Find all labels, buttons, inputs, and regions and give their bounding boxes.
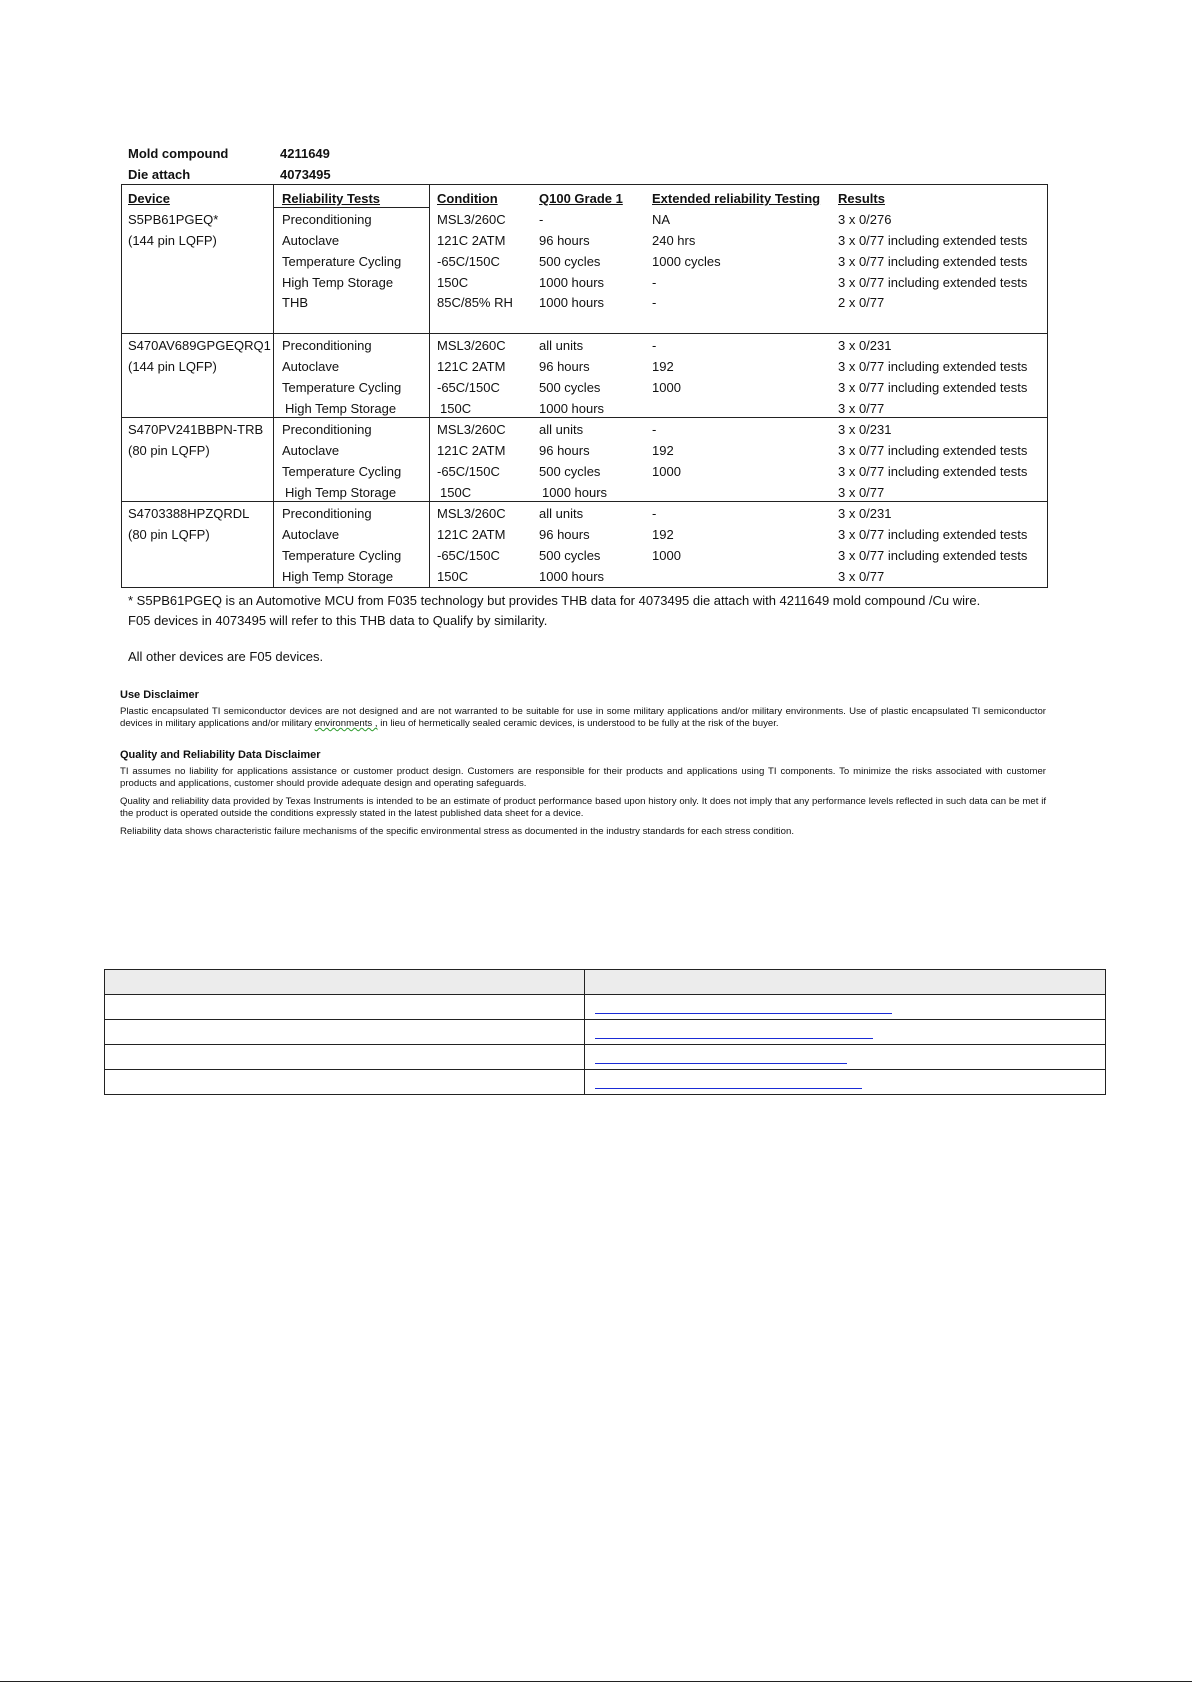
- test-condition: 150C: [440, 485, 472, 500]
- test-name: High Temp Storage: [285, 401, 397, 416]
- link-table-row: [105, 995, 1106, 1020]
- test-extended: -: [652, 506, 657, 521]
- test-name: Preconditioning: [282, 212, 372, 227]
- link-table-label-cell: [105, 1070, 585, 1095]
- use-disclaimer-text-part-2: in lieu of hermetically sealed ceramic devices, is understood to be fully at the risk of the buyer.: [377, 718, 779, 729]
- test-result: 3 x 0/231: [838, 422, 892, 437]
- test-name: Temperature Cycling: [282, 380, 402, 395]
- test-q100: 96 hours: [539, 443, 590, 458]
- column-divider: [429, 185, 430, 587]
- test-condition: 121C 2ATM: [437, 443, 506, 458]
- test-extended: NA: [652, 212, 671, 227]
- use-disclaimer-text-part-1: Plastic encapsulated TI semiconductor devices are not designed and are not warranted to be suitable for use in some military applications and/or military environments. Use of plastic encapsulated TI semiconductor devices in military applications and/or military: [120, 706, 1046, 729]
- test-q100: 1000 hours: [542, 485, 608, 500]
- link-table-label-cell: [105, 1020, 585, 1045]
- hyperlink[interactable]: [595, 1013, 892, 1014]
- test-condition: 121C 2ATM: [437, 527, 506, 542]
- test-name: Preconditioning: [282, 506, 372, 521]
- test-name: THB: [282, 295, 308, 310]
- test-extended: 1000: [652, 548, 681, 563]
- page-bottom-rule: [0, 1681, 1192, 1682]
- test-result: 3 x 0/77 including extended tests: [838, 380, 1028, 395]
- footnote-line-3: All other devices are F05 devices.: [128, 649, 324, 664]
- test-name: Autoclave: [282, 233, 340, 248]
- test-result: 3 x 0/77 including extended tests: [838, 254, 1028, 269]
- test-result: 3 x 0/77 including extended tests: [838, 359, 1028, 374]
- test-condition: MSL3/260C: [437, 212, 506, 227]
- test-result: 3 x 0/77 including extended tests: [838, 443, 1028, 458]
- test-name: High Temp Storage: [285, 485, 397, 500]
- footnote-line-1: * S5PB61PGEQ is an Automotive MCU from F035 technology but provides THB data for 4073495 die attach with 4211649 mold compound /Cu wire.: [128, 593, 981, 608]
- test-q100: 1000 hours: [539, 569, 605, 584]
- use-disclaimer-text: [120, 706, 1046, 730]
- test-condition: MSL3/260C: [437, 506, 506, 521]
- test-condition: 150C: [440, 401, 472, 416]
- test-name: Temperature Cycling: [282, 548, 402, 563]
- test-q100: 96 hours: [539, 233, 590, 248]
- test-condition: 121C 2ATM: [437, 359, 506, 374]
- test-condition: -65C/150C: [437, 464, 500, 479]
- mold-compound-value: 4211649: [280, 146, 330, 161]
- link-table-label-cell: [105, 1045, 585, 1070]
- test-name: High Temp Storage: [282, 275, 394, 290]
- device-package: (80 pin LQFP): [128, 443, 210, 458]
- header-extended-testing: Extended reliability Testing: [652, 191, 821, 206]
- test-extended: 192: [652, 527, 674, 542]
- test-q100: 500 cycles: [539, 464, 601, 479]
- header-q100-grade1: Q100 Grade 1: [539, 191, 623, 206]
- device-name: S5PB61PGEQ*: [128, 212, 219, 227]
- test-condition: 150C: [437, 275, 469, 290]
- group-divider: [122, 501, 1047, 502]
- link-table-header-row: [105, 970, 1106, 995]
- test-q100: 1000 hours: [539, 295, 605, 310]
- quality-disclaimer-paragraph-2: Quality and reliability data provided by Texas Instruments is intended to be an estimate of product performance based upon history only. It does not imply that any performance levels reflected in such data can be met if the product is operated outside the conditions expressly stated in the latest published data sheet for a device.: [120, 796, 1046, 819]
- die-attach-row: [128, 167, 331, 182]
- quality-disclaimer-paragraph-3: Reliability data shows characteristic failure mechanisms of the specific environmental stress as documented in the industry standards for each stress condition.: [120, 826, 795, 837]
- test-result: 3 x 0/77 including extended tests: [838, 233, 1028, 248]
- quality-disclaimer-paragraph-1: TI assumes no liability for applications assistance or customer product design. Customers are responsible for their products and applications using TI components. To minimize the risks associated with customer products and applications, customer should provide adequate design and operating safeguards.: [120, 766, 1046, 789]
- test-result: 3 x 0/77: [838, 485, 885, 500]
- link-table-link-cell[interactable]: [585, 1070, 1106, 1095]
- group-divider: [122, 333, 1047, 334]
- test-result: 3 x 0/77 including extended tests: [838, 464, 1028, 479]
- hyperlink[interactable]: [595, 1038, 873, 1039]
- test-extended: 1000: [652, 464, 681, 479]
- test-q100: 500 cycles: [539, 380, 601, 395]
- test-condition: MSL3/260C: [437, 338, 506, 353]
- test-condition: MSL3/260C: [437, 422, 506, 437]
- link-table: [104, 969, 1106, 1095]
- test-q100: all units: [539, 338, 584, 353]
- link-table-link-cell[interactable]: [585, 1045, 1106, 1070]
- link-table-link-cell[interactable]: [585, 1020, 1106, 1045]
- footnote-line-2: F05 devices in 4073495 will refer to this THB data to Qualify by similarity.: [128, 613, 548, 628]
- test-result: 3 x 0/231: [838, 338, 892, 353]
- header-underline: [273, 207, 429, 208]
- test-result: 3 x 0/231: [838, 506, 892, 521]
- test-condition: 85C/85% RH: [437, 295, 513, 310]
- header-condition: Condition: [437, 191, 498, 206]
- use-disclaimer-title: Use Disclaimer: [120, 689, 199, 701]
- test-condition: 150C: [437, 569, 469, 584]
- test-extended: 1000: [652, 380, 681, 395]
- test-name: Autoclave: [282, 359, 340, 374]
- test-extended: -: [652, 295, 657, 310]
- test-result: 3 x 0/77 including extended tests: [838, 548, 1028, 563]
- die-attach-value: 4073495: [280, 167, 331, 182]
- test-q100: all units: [539, 506, 584, 521]
- test-result: 3 x 0/77: [838, 401, 885, 416]
- header-device: Device: [128, 191, 170, 206]
- group-divider: [122, 417, 1047, 418]
- die-attach-label: Die attach: [128, 167, 191, 182]
- test-result: 3 x 0/77 including extended tests: [838, 527, 1028, 542]
- test-q100: 1000 hours: [539, 401, 605, 416]
- test-q100: 96 hours: [539, 527, 590, 542]
- test-extended: 240 hrs: [652, 233, 696, 248]
- test-name: Preconditioning: [282, 422, 372, 437]
- header-reliability-tests: Reliability Tests: [282, 191, 381, 206]
- test-extended: 192: [652, 359, 674, 374]
- use-disclaimer-text-flagged: environments ,: [314, 718, 378, 729]
- hyperlink[interactable]: [595, 1088, 862, 1089]
- test-extended: 1000 cycles: [652, 254, 721, 269]
- test-name: Autoclave: [282, 443, 340, 458]
- test-condition: -65C/150C: [437, 254, 500, 269]
- header-results: Results: [838, 191, 885, 206]
- test-extended: -: [652, 338, 657, 353]
- test-extended: -: [652, 422, 657, 437]
- mold-compound-row: [128, 146, 330, 161]
- test-q100: all units: [539, 422, 584, 437]
- link-table-row: [105, 1045, 1106, 1070]
- test-q100: 500 cycles: [539, 254, 601, 269]
- quality-disclaimer-title: Quality and Reliability Data Disclaimer: [120, 749, 321, 761]
- device-package: (144 pin LQFP): [128, 359, 217, 374]
- test-name: Autoclave: [282, 527, 340, 542]
- test-q100: -: [539, 212, 544, 227]
- test-q100: 500 cycles: [539, 548, 601, 563]
- device-name: S470PV241BBPN-TRB: [128, 422, 264, 437]
- link-table-link-cell[interactable]: [585, 995, 1106, 1020]
- device-name: S4703388HPZQRDL: [128, 506, 250, 521]
- test-condition: -65C/150C: [437, 548, 500, 563]
- test-result: 3 x 0/77: [838, 569, 885, 584]
- link-table-header-cell: [585, 970, 1106, 995]
- test-q100: 1000 hours: [539, 275, 605, 290]
- link-table-row: [105, 1070, 1106, 1095]
- test-name: Preconditioning: [282, 338, 372, 353]
- link-table-header-cell: [105, 970, 585, 995]
- test-result: 3 x 0/77 including extended tests: [838, 275, 1028, 290]
- device-name: S470AV689GPGEQRQ1: [128, 338, 271, 353]
- hyperlink[interactable]: [595, 1063, 847, 1064]
- test-name: Temperature Cycling: [282, 464, 402, 479]
- test-q100: 96 hours: [539, 359, 590, 374]
- test-name: High Temp Storage: [282, 569, 394, 584]
- test-condition: -65C/150C: [437, 380, 500, 395]
- test-extended: -: [652, 275, 657, 290]
- device-package: (144 pin LQFP): [128, 233, 217, 248]
- column-divider: [273, 185, 274, 587]
- device-package: (80 pin LQFP): [128, 527, 210, 542]
- test-name: Temperature Cycling: [282, 254, 402, 269]
- mold-compound-label: Mold compound: [128, 146, 229, 161]
- test-result: 2 x 0/77: [838, 295, 885, 310]
- link-table-label-cell: [105, 995, 585, 1020]
- test-condition: 121C 2ATM: [437, 233, 506, 248]
- test-result: 3 x 0/276: [838, 212, 892, 227]
- test-extended: 192: [652, 443, 674, 458]
- link-table-row: [105, 1020, 1106, 1045]
- reliability-table: [121, 184, 1048, 588]
